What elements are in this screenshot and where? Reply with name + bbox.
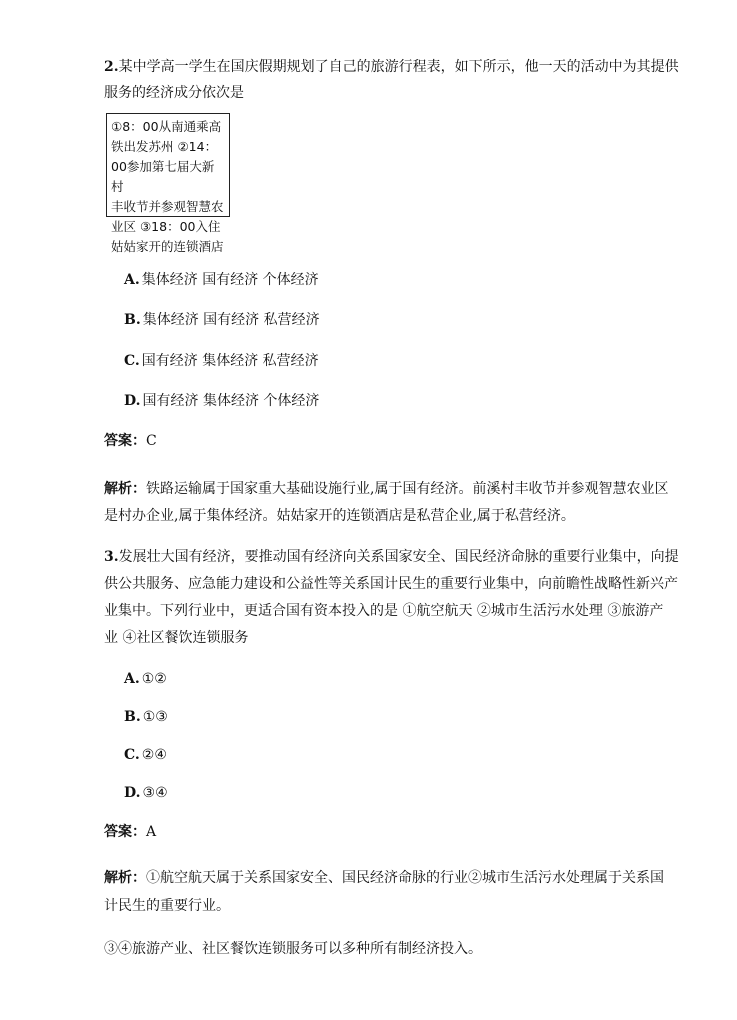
question-3-line-4: 业 ④社区餐饮连锁服务 [104, 630, 249, 646]
q3-analysis-label: 解析： [104, 870, 146, 886]
question-2-number: 2. [104, 59, 119, 75]
question-2-stem-1: 某中学高一学生在国庆假期规划了自己的旅游行程表，如下所示，他一天的活动中为其提供 [118, 59, 679, 75]
question-3-stem-1: 发展壮大国有经济，要推动国有经济向关系国家安全、国民经济命脉的重要行业集中，向提 [118, 549, 679, 565]
q2-analysis-label: 解析： [104, 481, 146, 497]
q3-answer-label: 答案： [104, 824, 146, 840]
q2-option-d-text: 国有经济 集体经济 个体经济 [142, 393, 320, 409]
q2-option-c[interactable] [124, 351, 319, 371]
itinerary-box: ①8：00从南通乘高 铁出发苏州 ②14： 00参加第七届大新村 丰收节并参观智慧农 业区 ③18：00入住 姑姑家开的连锁酒店 [106, 113, 230, 217]
q3-option-d-text: ③④ [142, 785, 168, 801]
q2-option-c-text: 国有经济 集体经济 私营经济 [141, 353, 319, 369]
q3-option-a-letter: A. [124, 671, 140, 687]
q3-analysis-text-1: ①航空航天属于关系国家安全、国民经济命脉的行业②城市生活污水处理属于关系国 [146, 870, 664, 886]
q3-option-d-letter: D. [124, 785, 141, 801]
question-2-line-2: 服务的经济成分依次是 [104, 85, 244, 101]
question-2-line-1 [104, 57, 679, 77]
q2-analysis-line-1 [104, 479, 668, 499]
q2-option-a-text: 集体经济 国有经济 个体经济 [141, 272, 319, 288]
q3-option-a-text: ①② [141, 671, 167, 687]
q3-option-d[interactable] [124, 783, 168, 803]
q2-answer-label: 答案： [104, 433, 146, 449]
q3-option-c[interactable] [124, 745, 167, 765]
q3-answer-value: A [146, 824, 157, 840]
q2-option-a[interactable] [124, 270, 319, 290]
q3-option-b-letter: B. [124, 709, 141, 725]
q2-option-d[interactable] [124, 391, 319, 411]
question-3-line-1 [104, 547, 679, 567]
q3-option-c-letter: C. [124, 747, 140, 763]
question-3-line-3: 业集中。下列行业中，更适合国有资本投入的是 ①航空航天 ②城市生活污水处理 ③旅游产 [104, 603, 664, 619]
q2-option-b-text: 集体经济 国有经济 私营经济 [142, 312, 320, 328]
q2-answer-value: C [146, 433, 157, 449]
q2-option-d-letter: D. [124, 393, 141, 409]
q2-answer [104, 431, 157, 451]
q3-analysis-line-3: ③④旅游产业、社区餐饮连锁服务可以多种所有制经济投入。 [104, 941, 482, 957]
question-3-number: 3. [104, 549, 119, 565]
q3-answer [104, 822, 156, 842]
q3-option-a[interactable] [124, 669, 167, 689]
q3-option-b[interactable] [124, 707, 168, 727]
q2-option-b[interactable] [124, 310, 320, 330]
q2-option-b-letter: B. [124, 312, 141, 328]
q3-analysis-line-2: 计民生的重要行业。 [104, 898, 230, 914]
q2-option-a-letter: A. [124, 272, 140, 288]
q3-analysis-line-1 [104, 868, 664, 888]
q2-analysis-line-2: 是村办企业,属于集体经济。姑姑家开的连锁酒店是私营企业,属于私营经济。 [104, 508, 575, 524]
question-3-line-2: 供公共服务、应急能力建设和公益性等关系国计民生的重要行业集中，向前瞻性战略性新兴产 [104, 576, 678, 592]
q2-analysis-text-1: 铁路运输属于国家重大基础设施行业,属于国有经济。前溪村丰收节并参观智慧农业区 [146, 481, 669, 497]
q3-option-b-text: ①③ [142, 709, 168, 725]
q2-option-c-letter: C. [124, 353, 140, 369]
q3-option-c-text: ②④ [141, 747, 167, 763]
